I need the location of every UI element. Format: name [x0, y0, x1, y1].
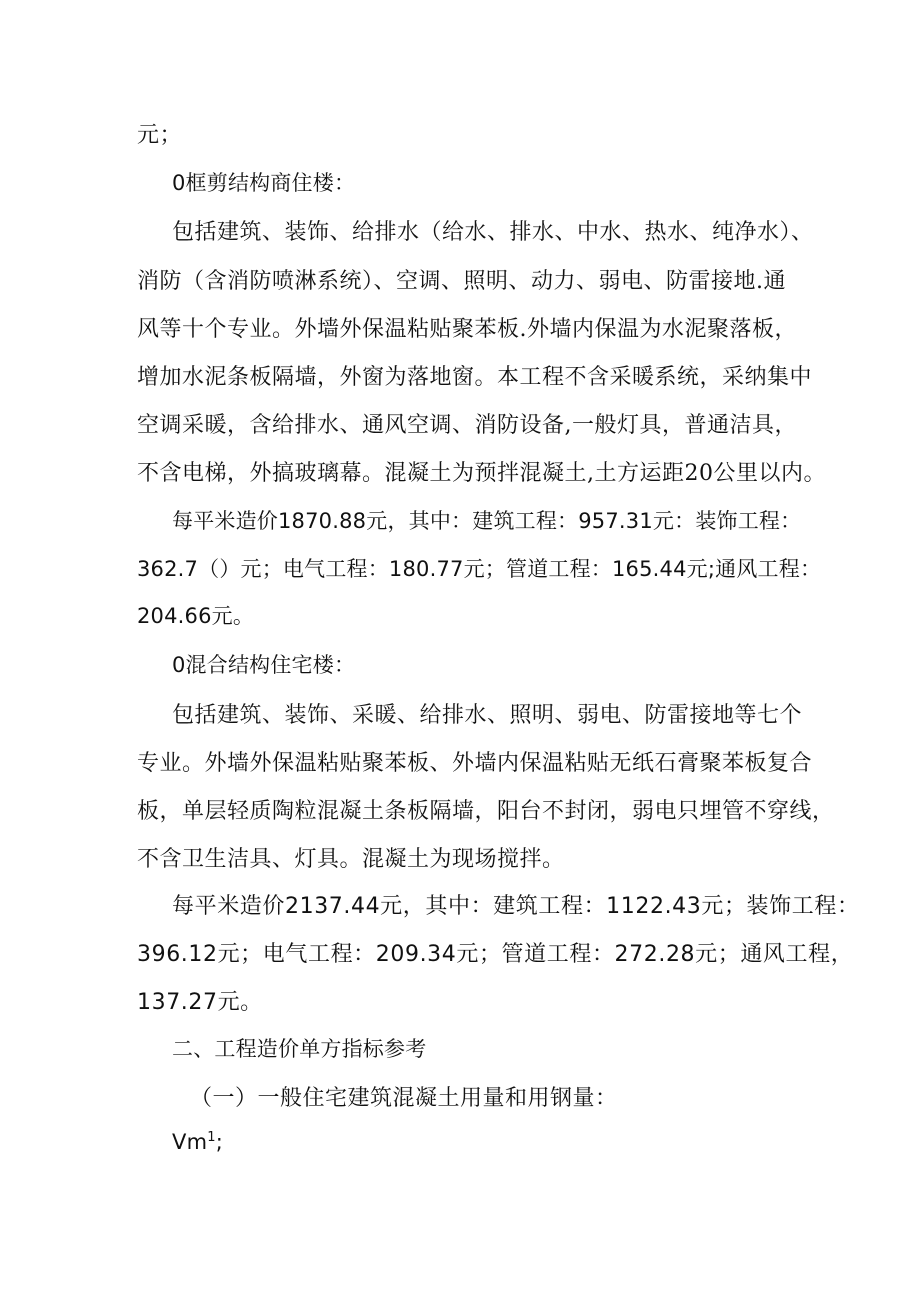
paragraph-line: 消防（含消防喷淋系统）、空调、照明、动力、弱电、防雷接地.通	[137, 269, 786, 294]
cost-line: 362.7（）元；电气工程：180.77元；管道工程：165.44元;通风工程：	[137, 557, 822, 581]
cost-line: 每平米造价2137.44元，其中：建筑工程：1122.43元；装饰工程：	[172, 894, 860, 919]
unit-line	[172, 1130, 223, 1154]
paragraph-line: 不含电梯，外搞玻璃幕。混凝土为预拌混凝土,土方运距20公里以内。	[137, 461, 826, 486]
unit-suffix: ;	[215, 1130, 223, 1154]
unit-superscript: 1	[207, 1130, 216, 1145]
text-line-1: 元；	[137, 123, 183, 148]
section-heading-mixed-structure: 0混合结构住宅楼：	[172, 653, 356, 677]
cost-line: 每平米造价1870.88元，其中：建筑工程：957.31元：装饰工程：	[172, 509, 802, 533]
cost-line: 204.66元。	[137, 604, 255, 628]
paragraph-line: 专业。外墙外保温粘贴聚苯板、外墙内保温粘贴无纸石膏聚苯板复合	[137, 751, 813, 776]
subsection-heading: （一）一般住宅建筑混凝土用量和用钢量：	[190, 1086, 618, 1111]
section-heading-frame-shear: 0框剪结构商住楼：	[172, 171, 356, 195]
paragraph-line: 风等十个专业。外墙外保温粘贴聚苯板.外墙内保温为水泥聚落板，	[137, 317, 797, 342]
cost-line: 137.27元。	[137, 990, 263, 1015]
paragraph-line: 不含卫生洁具、灯具。混凝土为现场搅拌。	[137, 847, 565, 872]
paragraph-line: 包括建筑、装饰、给排水（给水、排水、中水、热水、纯净水）、	[172, 220, 814, 245]
paragraph-line: 包括建筑、装饰、采暖、给排水、照明、弱电、防雷接地等七个	[172, 703, 803, 728]
unit-text: Vm	[172, 1130, 208, 1154]
cost-line: 396.12元；电气工程：209.34元；管道工程：272.28元；通风工程，	[137, 942, 854, 967]
paragraph-line: 板，单层轻质陶粒混凝土条板隔墙，阳台不封闭，弱电只埋管不穿线，	[137, 799, 835, 824]
paragraph-line: 增加水泥条板隔墙，外窗为落地窗。本工程不含采暖系统，采纳集中	[137, 365, 813, 390]
section-heading-cost-index: 二、工程造价单方指标参考	[172, 1037, 427, 1061]
paragraph-line: 空调采暖，含给排水、通风空调、消防设备,一般灯具，普通洁具，	[137, 413, 797, 438]
